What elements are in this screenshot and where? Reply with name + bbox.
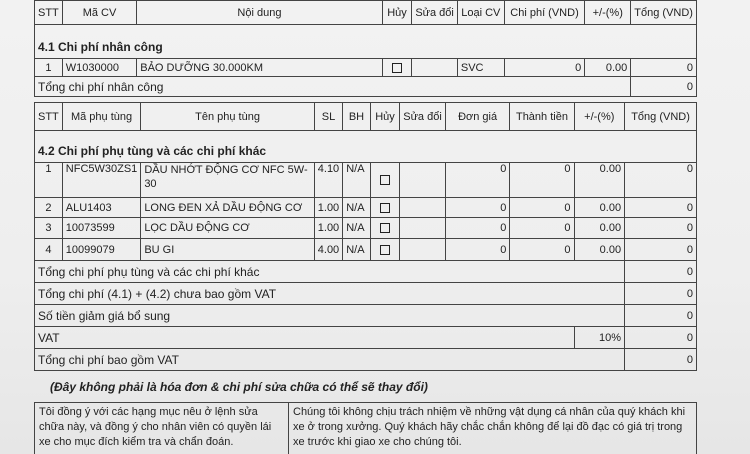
- section-title-parts: 4.2 Chi phí phụ tùng và các chi phí khác: [35, 141, 697, 163]
- row-qty: 1.00: [314, 198, 342, 218]
- labor-total-value: 0: [631, 77, 697, 97]
- header-qty: SL: [314, 103, 342, 131]
- vat-value: 0: [625, 327, 697, 349]
- row-name: LỌC DẦU ĐỘNG CƠ: [141, 218, 314, 239]
- parts-total-value: 0: [625, 261, 697, 283]
- table-row: [35, 218, 697, 239]
- table-row: [35, 163, 697, 198]
- row-adj: 0.00: [574, 163, 625, 198]
- row-stt: 3: [35, 218, 63, 239]
- vat-rate: 10%: [574, 327, 625, 349]
- edit-cell: [400, 163, 446, 198]
- row-warranty: N/A: [343, 218, 371, 239]
- row-qty: 4.00: [314, 239, 342, 261]
- row-qty: 4.10: [314, 163, 342, 198]
- row-total: 0: [625, 198, 697, 218]
- row-amount: 0: [510, 218, 574, 239]
- header-amount: Thành tiền: [510, 103, 574, 131]
- pre-vat-label: Tổng chi phí (4.1) + (4.2) chưa bao gồm VAT: [35, 283, 625, 305]
- consent-left-box: Tôi đồng ý với các hạng mục nêu ở lệnh sửa chữa này, và đồng ý cho nhân viên có quyền lái xe cho mục đích kiểm tra và chẩn đoán.: [34, 402, 289, 454]
- header-cancel: Hủy: [382, 1, 412, 25]
- header-total: Tổng (VND): [625, 103, 697, 131]
- header-adj: +/-(%): [585, 1, 631, 25]
- cancel-checkbox[interactable]: [370, 198, 399, 218]
- row-name: DẦU NHỚT ĐỘNG CƠ NFC 5W-30: [141, 163, 314, 198]
- cancel-checkbox[interactable]: [370, 218, 399, 239]
- table-row: [35, 198, 697, 218]
- row-amount: 0: [510, 163, 574, 198]
- section-title-labor: 4.1 Chi phí nhân công: [35, 37, 697, 59]
- edit-cell: [400, 239, 446, 261]
- row-qty: 1.00: [314, 218, 342, 239]
- header-type: Loại CV: [457, 1, 504, 25]
- header-adj: +/-(%): [574, 103, 625, 131]
- spacer-row: [35, 25, 697, 37]
- row-code: NFC5W30ZS1: [62, 163, 141, 198]
- header-warranty: BH: [343, 103, 371, 131]
- parts-total-label: Tổng chi phí phụ tùng và các chi phí khác: [35, 261, 625, 283]
- labor-total-label: Tổng chi phí nhân công: [35, 77, 631, 97]
- header-cost: Chi phí (VND): [504, 1, 584, 25]
- grand-total-value: 0: [625, 349, 697, 371]
- consent-right-box: Chúng tôi không chịu trách nhiệm về những vật dụng cá nhân của quý khách khi xe ở trong xưởng. Quý khách hãy chắc chắn không để lại đồ đạc có giá trị trong xe trước khi giao xe cho chúng tôi.: [289, 402, 697, 454]
- edit-cell: [400, 218, 446, 239]
- row-content: BẢO DƯỠNG 30.000KM: [137, 59, 382, 77]
- row-adj: 0.00: [574, 198, 625, 218]
- row-code: ALU1403: [62, 198, 141, 218]
- vat-label: VAT: [35, 327, 575, 349]
- row-unit-price: 0: [445, 163, 510, 198]
- row-unit-price: 0: [445, 218, 510, 239]
- row-adj: 0.00: [574, 239, 625, 261]
- header-edit: Sửa đổi: [400, 103, 446, 131]
- table-row: [35, 239, 697, 261]
- header-part-name: Tên phụ tùng: [141, 103, 314, 131]
- row-stt: 2: [35, 198, 63, 218]
- row-adj: 0.00: [574, 218, 625, 239]
- row-amount: 0: [510, 198, 574, 218]
- row-type: SVC: [457, 59, 504, 77]
- row-stt: 1: [35, 59, 63, 77]
- row-warranty: N/A: [343, 239, 371, 261]
- row-warranty: N/A: [343, 163, 371, 198]
- spacer-row: [35, 131, 697, 141]
- row-warranty: N/A: [343, 198, 371, 218]
- parts-table: [34, 102, 697, 371]
- header-code: Mã CV: [62, 1, 136, 25]
- header-part-code: Mã phụ tùng: [62, 103, 141, 131]
- row-name: LONG ĐEN XẢ DẦU ĐỘNG CƠ: [141, 198, 314, 218]
- discount-value: 0: [625, 305, 697, 327]
- header-content: Nội dung: [137, 1, 382, 25]
- row-total: 0: [625, 239, 697, 261]
- row-adj: 0.00: [585, 59, 631, 77]
- header-edit: Sửa đổi: [412, 1, 458, 25]
- row-code: 10099079: [62, 239, 141, 261]
- cancel-checkbox[interactable]: [370, 239, 399, 261]
- header-stt: STT: [35, 103, 63, 131]
- grand-total-label: Tổng chi phí bao gồm VAT: [35, 349, 625, 371]
- edit-cell: [412, 59, 458, 77]
- row-unit-price: 0: [445, 198, 510, 218]
- header-stt: STT: [35, 1, 63, 25]
- row-name: BU GI: [141, 239, 314, 261]
- edit-cell: [400, 198, 446, 218]
- row-stt: 4: [35, 239, 63, 261]
- disclaimer-note: (Đây không phải là hóa đơn & chi phí sửa chữa có thể sẽ thay đổi): [50, 380, 428, 394]
- row-code: W1030000: [62, 59, 136, 77]
- discount-label: Số tiền giảm giá bổ sung: [35, 305, 625, 327]
- row-total: 0: [625, 218, 697, 239]
- cancel-checkbox[interactable]: [370, 163, 399, 198]
- row-stt: 1: [35, 163, 63, 198]
- cancel-checkbox[interactable]: [382, 59, 412, 77]
- table-row: [35, 59, 697, 77]
- pre-vat-value: 0: [625, 283, 697, 305]
- header-total: Tổng (VND): [631, 1, 697, 25]
- row-total: 0: [631, 59, 697, 77]
- row-code: 10073599: [62, 218, 141, 239]
- row-total: 0: [625, 163, 697, 198]
- header-unit-price: Đơn giá: [445, 103, 510, 131]
- row-cost: 0: [504, 59, 584, 77]
- row-unit-price: 0: [445, 239, 510, 261]
- labor-table: [34, 0, 697, 97]
- row-amount: 0: [510, 239, 574, 261]
- header-cancel: Hủy: [370, 103, 399, 131]
